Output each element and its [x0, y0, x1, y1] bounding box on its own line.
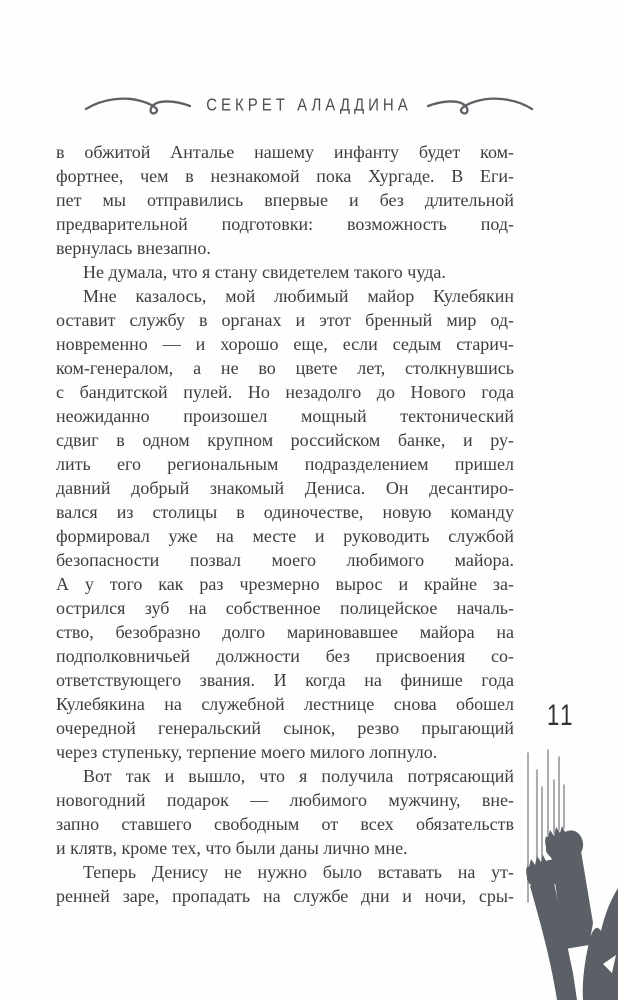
text-line: Кулебякина на служебной лестнице снова обошел [56, 694, 514, 714]
page-number: 11 [547, 698, 575, 732]
text-line: с бандитской пулей. Но незадолго до Нового года [56, 382, 514, 402]
text-line: ренней заре, пропадать на службе дни и ночи, сры- [56, 886, 514, 906]
text-line: новогодний подарок — любимого мужчину, вне- [56, 790, 514, 810]
text-line: сдвиг в одном крупном российском банке, и ру- [56, 430, 514, 450]
text-line: формировал уже на месте и руководить службой [56, 526, 514, 546]
flourish-left-icon [84, 92, 192, 118]
running-head [0, 88, 618, 122]
text-line: А у того как раз чрезмерно вырос и крайне за- [56, 574, 514, 594]
text-line: фортнее, чем в незнакомой пока Хургаде. В Еги- [56, 166, 514, 186]
text-line: лить его региональным подразделением пришел [56, 454, 514, 474]
text-line: ство, безобразно долго мариновавшее майора на [56, 622, 514, 642]
text-line: в обжитой Анталье нашему инфанту будет ком- [56, 142, 514, 162]
text-line: пет мы отправились впервые и без длительной [56, 190, 514, 210]
flourish-right-icon [426, 92, 534, 118]
text-line: неожиданно произошел мощный тектонический [56, 406, 514, 426]
cat-paws-scratch-illustration [455, 735, 618, 1000]
text-line: новременно — и хорошо еще, если седым старич- [56, 334, 514, 354]
text-line: безопасности позвал моего любимого майора. [56, 550, 514, 570]
text-line: подполковничьей должности без присвоения со- [56, 646, 514, 666]
text-line: давний добрый знакомый Дениса. Он десантиро- [56, 478, 514, 498]
text-line: ответствующего звания. И когда на финише года [56, 670, 514, 690]
text-line: Теперь Денису не нужно было вставать на ут- [83, 862, 514, 882]
text-line: Вот так и вышло, что я получила потрясающий [83, 766, 514, 786]
text-line: вернулась внезапно. [56, 238, 211, 258]
text-line: вался из столицы в одиночестве, новую команду [56, 502, 514, 522]
text-line: запно ставшего свободным от всех обязательств [56, 814, 514, 834]
book-title: СЕКРЕТ АЛАДДИНА [206, 95, 412, 115]
text-line: очередной генеральский сынок, резво прыгающий [56, 718, 514, 738]
text-line: Мне казалось, мой любимый майор Кулебякин [83, 286, 514, 306]
text-line: острился зуб на собственное полицейское началь- [56, 598, 514, 618]
text-line: через ступеньку, терпение моего милого лопнуло. [56, 742, 438, 762]
text-line: и клятв, кроме тех, что были даны лично мне. [56, 838, 408, 858]
page-text [56, 140, 514, 908]
text-line: Не думала, что я стану свидетелем такого чуда. [83, 262, 446, 282]
text-line: предварительной подготовки: возможность под- [56, 214, 514, 234]
text-line: ком-генералом, а не во цвете лет, столкнувшись [56, 358, 514, 378]
text-line: оставит службу в органах и этот бренный мир од- [56, 310, 514, 330]
